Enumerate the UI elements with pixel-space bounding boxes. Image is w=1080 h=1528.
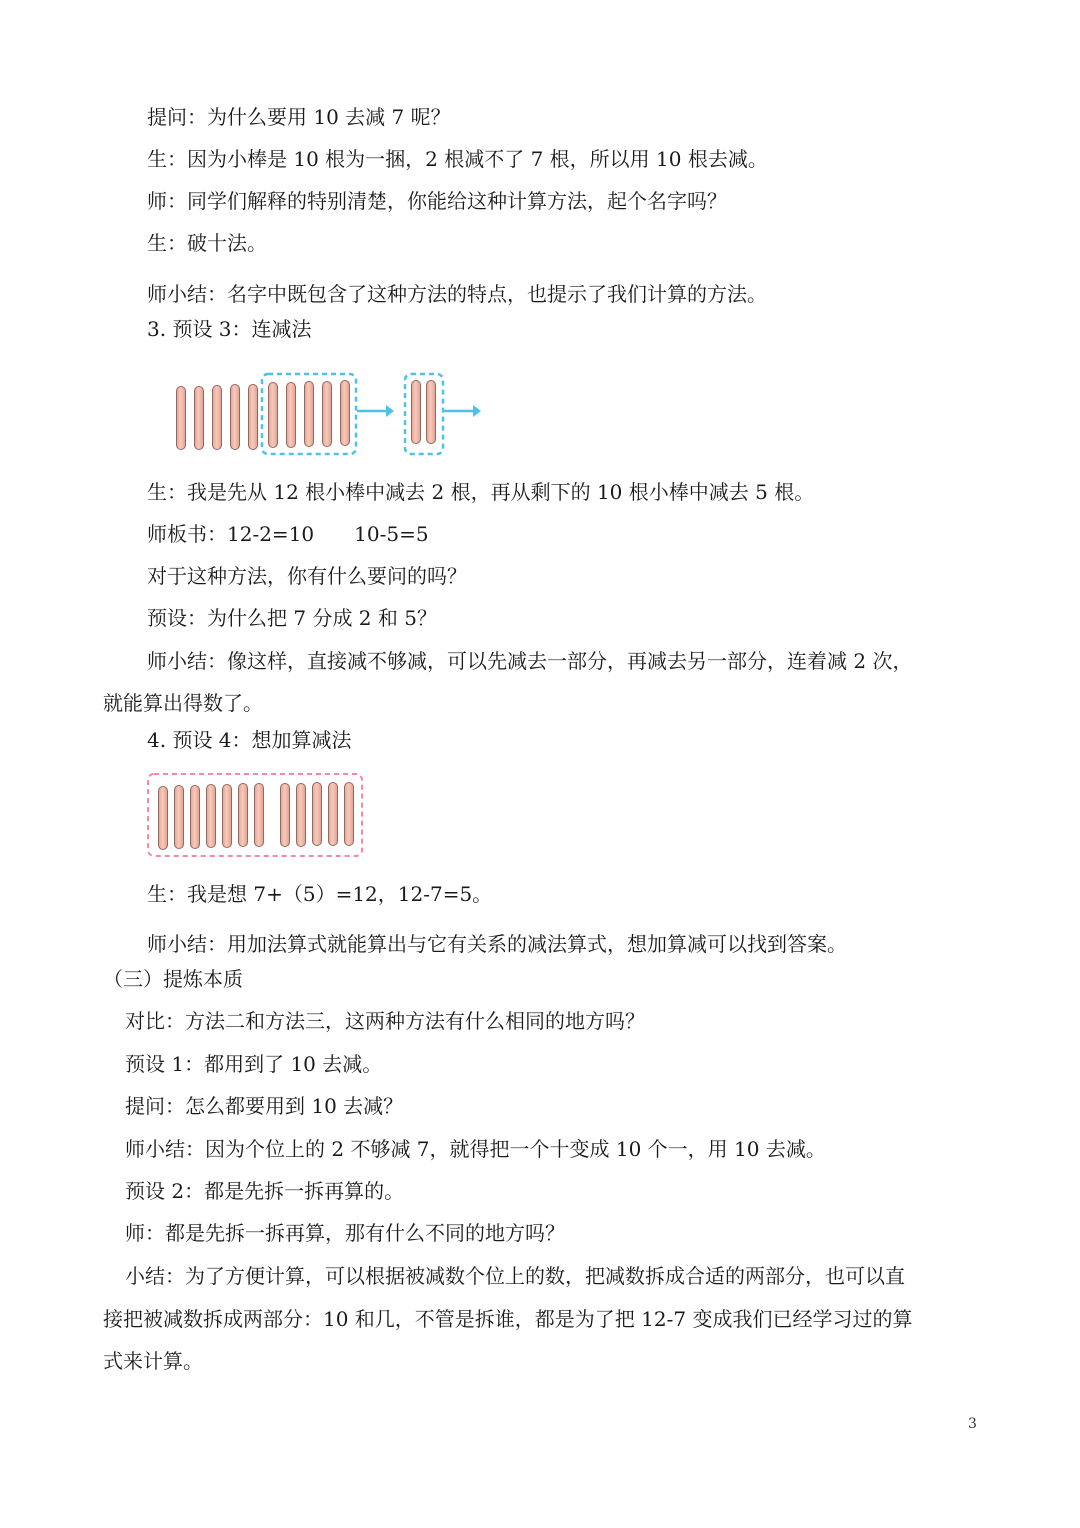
line-4: 生：破十法。 [147,231,267,255]
line-3: 师：同学们解释的特别清楚，你能给这种计算方法，起个名字吗？ [147,189,727,213]
line-10: 师小结：像这样，直接减不够减，可以先减去一部分，再减去另一部分，连着减 2 次， [147,649,913,673]
line-17: 师小结：因为个位上的 2 不够减 7，就得把一个十变成 10 个一，用 10 去减。 [125,1137,826,1161]
stick [411,380,421,444]
stick [268,382,278,448]
stick [230,384,240,450]
heading-preset-3: 3. 预设 3：连减法 [147,317,312,341]
line-2: 生：因为小棒是 10 根为一捆，2 根减不了 7 根，所以用 10 根去减。 [147,147,768,171]
stick [176,386,186,450]
stick [158,786,168,850]
line-20: 小结：为了方便计算，可以根据被减数个位上的数，把减数拆成合适的两部分，也可以直 [125,1264,905,1288]
line-19: 师：都是先拆一拆再算，那有什么不同的地方吗？ [125,1221,565,1245]
line-5: 师小结：名字中既包含了这种方法的特点，也提示了我们计算的方法。 [147,282,767,306]
stick [280,783,290,847]
heading-preset-4: 4. 预设 4：想加算减法 [147,728,352,752]
heading-section-3: （三）提炼本质 [103,967,243,991]
arrow-1-head [386,405,394,417]
stick [222,784,232,848]
stick [254,783,264,847]
line-7: 师板书：12-2=10 10-5=5 [147,522,429,546]
stick [248,384,258,450]
stick [344,782,354,846]
page-number: 3 [968,1416,977,1432]
stick [212,385,222,450]
stick [190,785,200,849]
line-22: 式来计算。 [103,1349,203,1373]
stick [194,386,204,450]
stick [238,783,248,847]
stick [322,381,332,447]
stick [340,380,350,446]
stick [426,380,436,444]
figure-think-addition [144,770,368,862]
figure-consecutive-subtraction [160,362,500,462]
stick [296,783,306,847]
stick [312,782,322,846]
line-21: 接把被减数拆成两部分：10 和几，不管是拆谁，都是为了把 12-7 变成我们已经学习过的算 [103,1307,913,1331]
line-12: 生：我是想 7+（5）=12，12-7=5。 [147,882,493,906]
line-16: 提问：怎么都要用到 10 去减？ [125,1094,404,1118]
stick [286,382,296,448]
line-18: 预设 2：都是先拆一拆再算的。 [125,1179,405,1203]
line-14: 对比：方法二和方法三，这两种方法有什么相同的地方吗？ [125,1009,645,1033]
arrow-2-head [473,405,481,417]
stick [328,782,338,846]
line-8: 对于这种方法，你有什么要问的吗？ [147,564,467,588]
line-6: 生：我是先从 12 根小棒中减去 2 根，再从剩下的 10 根小棒中减去 5 根。 [147,480,815,504]
line-13: 师小结：用加法算式就能算出与它有关系的减法算式，想加算减可以找到答案。 [147,932,847,956]
line-15: 预设 1：都用到了 10 去减。 [125,1052,383,1076]
line-9: 预设：为什么把 7 分成 2 和 5？ [147,606,437,630]
line-1: 提问：为什么要用 10 去减 7 呢？ [147,105,451,129]
stick [206,784,216,848]
stick [174,785,184,849]
line-11: 就能算出得数了。 [103,691,263,715]
stick [304,381,314,447]
